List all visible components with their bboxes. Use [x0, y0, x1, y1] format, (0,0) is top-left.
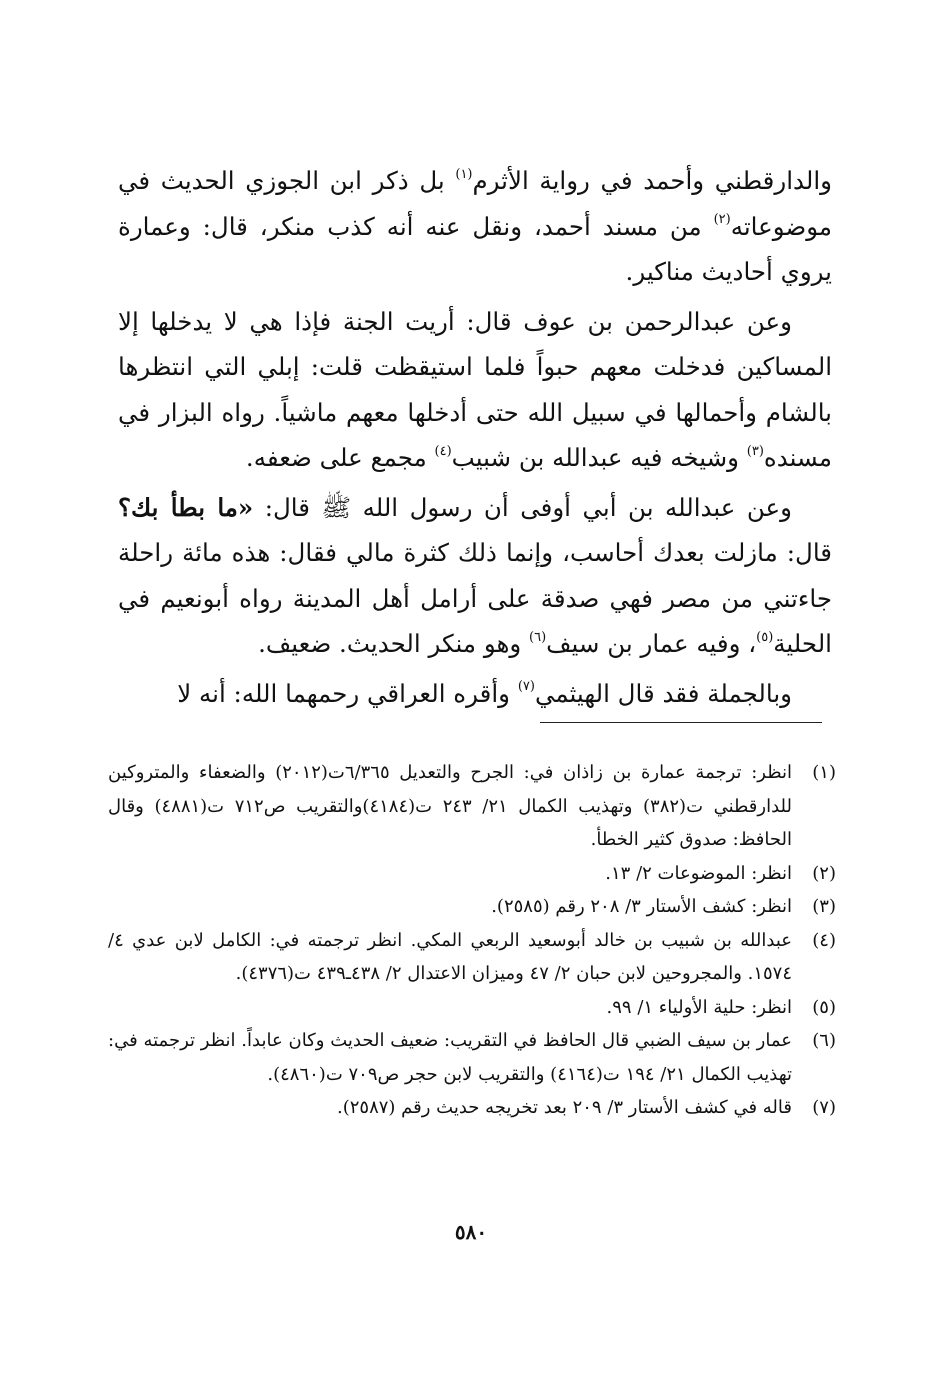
footnote-ref-2[interactable]: (٢): [713, 212, 731, 228]
paragraph-2-text-b: وشيخه فيه عبدالله بن شبيب: [451, 443, 747, 472]
paragraph-2: [118, 299, 832, 481]
paragraph-1-text-c: من مسند أحمد، ونقل عنه أنه كذب منكر، قال: وعمارة يروي أحاديث مناكير.: [118, 211, 832, 286]
footnote-4: [108, 924, 836, 991]
footnote-text: عمار بن سيف الضبي قال الحافظ في التقريب: ضعيف الحديث وكان عابداً. انظر ترجمته في: تهذيب الكمال ٢١/ ١٩٤ ت(٤١٦٤) والتقريب لابن حجر ص٧٠٩ ت(٤٨٦٠).: [108, 1030, 792, 1085]
footnote-text: قاله في كشف الأستار ٣/ ٢٠٩ بعد تخريجه حديث رقم (٢٥٨٧).: [337, 1097, 792, 1118]
footnote-3: [108, 890, 836, 924]
footnote-number: (٥): [812, 996, 836, 1018]
footnote-1: [108, 756, 836, 857]
page-number: ٥٨٠: [454, 1220, 488, 1244]
paragraph-4-text-a: وبالجملة فقد قال الهيثمي: [534, 678, 792, 708]
footnote-ref-4[interactable]: (٤): [434, 443, 452, 459]
paragraph-1-text-a: والدارقطني وأحمد في رواية الأثرم: [472, 166, 832, 195]
footnote-ref-3[interactable]: (٣): [746, 443, 764, 459]
footnote-separator: [540, 722, 822, 723]
footnote-ref-6[interactable]: (٦): [529, 629, 547, 645]
footnote-number: (٧): [812, 1097, 836, 1118]
hadith-quote: «ما بطأ بك؟: [118, 492, 254, 522]
footnotes-section: [108, 756, 836, 1125]
paragraph-1: [118, 158, 832, 295]
footnote-6: [108, 1024, 836, 1091]
footnote-text: عبدالله بن شبيب بن خالد أبوسعيد الربعي المكي. انظر ترجمته في: الكامل لابن عدي ٤/ ١٥٧٤. والمجروحين لابن حبان ٢/ ٤٧ وميزان الاعتدال ٢/ ٤٣٨ـ٤٣٩ ت(٤٣٧٦).: [108, 929, 792, 984]
paragraph-1-text-b: بل ذكر ابن الجوزي الحديث في موضوعاته: [118, 166, 832, 241]
footnote-number: (٣): [812, 896, 836, 917]
paragraph-3-text-c: ، وفيه عمار بن سيف: [546, 629, 757, 658]
paragraph-3-text-a: وعن عبدالله بن أبي أوفى أن رسول الله ﷺ قال:: [253, 492, 793, 522]
footnote-2: [108, 857, 836, 891]
paragraph-2-text-c: مجمع على ضعفه.: [245, 443, 435, 472]
main-body-text: [118, 158, 832, 720]
footnote-7: [108, 1091, 836, 1125]
footnote-number: (٦): [812, 1030, 836, 1051]
footnote-text: انظر: حلية الأولياء ١/ ٩٩.: [606, 996, 792, 1018]
paragraph-4-text-b: وأقره العراقي رحمهما الله: أنه لا: [177, 678, 518, 708]
paragraph-2-text-a: وعن عبدالرحمن بن عوف قال: أريت الجنة فإذا هي لا يدخلها إلا المساكين فدخلت معهم حبواً فلما استيقظت قلت: إبلي التي انتظرها بالشام وأحمالها في سبيل الله حتى أدخلها معهم ماشياً. رواه البزار في مسنده: [118, 306, 832, 472]
footnote-number: (٢): [812, 862, 836, 884]
footnote-text: انظر: ترجمة عمارة بن زاذان في: الجرح والتعديل ٦/٣٦٥ت(٢٠١٢) والضعفاء والمتروكين للدارقطني ت(٣٨٢) وتهذيب الكمال ٢١/ ٢٤٣ ت(٤١٨٤)والتقريب ص٧١٢ ت(٤٨٨١) وقال الحافظ: صدوق كثير الخطأ.: [108, 762, 792, 850]
paragraph-3-text-b: قال: مازلت بعدك أحاسب، وإنما ذلك كثرة مالي فقال: هذه مائة راحلة جاءتني من مصر فهي صدقة على أرامل أهل المدينة رواه أبونعيم في الحلية: [118, 538, 832, 658]
paragraph-3-text-d: وهو منكر الحديث. ضعيف.: [258, 629, 530, 658]
footnote-number: (١): [812, 762, 836, 783]
footnote-ref-7[interactable]: (٧): [517, 679, 535, 695]
footnote-text: انظر: كشف الأستار ٣/ ٢٠٨ رقم (٢٥٨٥).: [491, 896, 792, 917]
paragraph-3: [118, 485, 832, 667]
footnote-ref-1[interactable]: (١): [455, 166, 473, 182]
footnote-number: (٤): [812, 929, 836, 951]
paragraph-4: [118, 671, 832, 717]
footnote-5: [108, 991, 836, 1025]
footnote-ref-5[interactable]: (٥): [756, 629, 774, 645]
footnote-text: انظر: الموضوعات ٢/ ١٣.: [605, 862, 792, 884]
